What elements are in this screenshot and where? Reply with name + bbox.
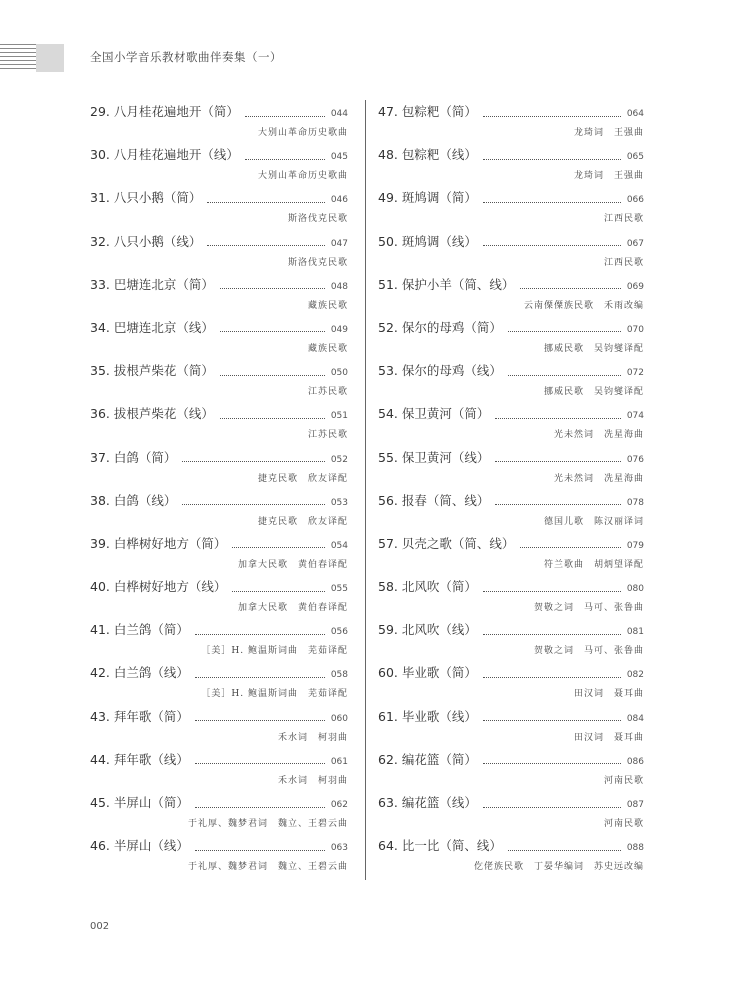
toc-credit: 光未然词 冼星海曲 [553, 430, 644, 441]
toc-title-row [378, 102, 644, 124]
toc-title-row [90, 620, 348, 642]
toc-title-row [378, 836, 644, 858]
toc-title: 56. 报春（简、线） [378, 492, 490, 508]
column-divider [365, 100, 366, 880]
toc-page-number: 062 [330, 800, 348, 810]
toc-title-row [90, 491, 348, 513]
toc-title-row [90, 707, 348, 729]
toc-page-number: 061 [330, 756, 348, 767]
toc-title-row [90, 102, 348, 124]
toc-title: 35. 拔根芦柴花（简） [90, 363, 214, 379]
running-header: 全国小学音乐教材歌曲伴奏集（一） [90, 50, 282, 64]
toc-credit: 河南民歌 [603, 819, 644, 829]
toc-title-row [378, 448, 644, 470]
toc-page-number: 084 [626, 713, 644, 724]
dot-leader [483, 194, 621, 203]
toc-page-number: 063 [330, 843, 348, 854]
toc-credit: 江苏民歌 [307, 387, 348, 398]
toc-entry [90, 750, 348, 793]
toc-page-number: 064 [626, 109, 644, 119]
toc-title: 36. 拔根芦柴花（线） [90, 406, 214, 422]
toc-page-number: 056 [330, 627, 348, 638]
toc-title-row [378, 232, 644, 254]
dot-leader [483, 755, 621, 764]
toc-entry [378, 793, 644, 836]
toc-entry [90, 145, 348, 188]
toc-title: 52. 保尔的母鸡（简） [378, 319, 502, 335]
toc-title-row [90, 793, 348, 815]
dot-leader [220, 367, 325, 376]
toc-title-row [378, 534, 644, 556]
toc-entry [378, 707, 644, 750]
toc-title-row [378, 707, 644, 729]
toc-credit: 加拿大民歌 黄伯春译配 [237, 603, 348, 614]
toc-credit: 河南民歌 [603, 775, 644, 786]
toc-entry [378, 836, 644, 879]
toc-title: 63. 编花篮（线） [378, 795, 477, 810]
toc-entry [90, 404, 348, 447]
toc-title: 58. 北风吹（简） [378, 579, 477, 595]
toc-credit: 云南傈僳族民歌 禾雨改编 [523, 300, 644, 311]
toc-credit: 德国儿歌 陈汉丽译词 [543, 516, 644, 527]
toc-credit: 符兰歌曲 胡炳望译配 [543, 559, 644, 570]
toc-title: 44. 拜年歌（线） [90, 751, 189, 767]
toc-title: 46. 半屏山（线） [90, 838, 189, 854]
toc-entry [90, 361, 348, 404]
toc-title: 62. 编花篮（简） [378, 751, 477, 767]
toc-title: 45. 半屏山（简） [90, 795, 189, 810]
toc-credit: 禾水词 柯羽曲 [277, 775, 348, 786]
toc-title: 53. 保尔的母鸡（线） [378, 363, 502, 379]
toc-title: 49. 斑鸠调（简） [378, 190, 477, 206]
toc-page-number: 060 [330, 713, 348, 724]
toc-title-row [90, 188, 348, 210]
toc-entry [90, 275, 348, 318]
toc-title-row [90, 448, 348, 470]
toc-title-row [90, 577, 348, 599]
dot-leader [220, 323, 325, 332]
toc-page-number: 067 [626, 238, 644, 249]
toc-credit: 大别山革命历史歌曲 [257, 128, 348, 138]
toc-entry [378, 188, 644, 231]
toc-title: 50. 斑鸠调（线） [378, 233, 477, 249]
toc-entry [378, 620, 644, 663]
toc-title-row [378, 750, 644, 772]
dot-leader [195, 799, 325, 808]
toc-title: 55. 保卫黄河（线） [378, 449, 490, 465]
toc-entry [90, 448, 348, 491]
dot-leader [195, 755, 325, 764]
dot-leader [495, 453, 620, 462]
toc-title-row [378, 361, 644, 383]
toc-page-number: 050 [330, 368, 348, 379]
toc-credit: 捷克民歌 欣友译配 [257, 516, 348, 527]
toc-entry [90, 620, 348, 663]
dot-leader [195, 669, 325, 678]
toc-title-row [90, 836, 348, 858]
toc-title-row [90, 663, 348, 685]
toc-title: 34. 巴塘连北京（线） [90, 319, 214, 335]
toc-page-number: 087 [626, 800, 644, 810]
toc-title-row [378, 188, 644, 210]
toc-page-number: 053 [330, 497, 348, 508]
toc-entry [90, 102, 348, 145]
dot-leader [508, 323, 621, 332]
toc-title-row [90, 232, 348, 254]
toc-title-row [90, 750, 348, 772]
toc-title: 59. 北风吹（线） [378, 622, 477, 638]
dot-leader [195, 712, 325, 721]
dot-leader [232, 539, 324, 548]
toc-entry [90, 707, 348, 750]
toc-title-row [378, 793, 644, 815]
dot-leader [245, 151, 325, 160]
toc-page-number: 074 [626, 411, 644, 422]
toc-title: 64. 比一比（简、线） [378, 838, 502, 854]
toc-entry [378, 448, 644, 491]
toc-credit: 龙琦词 王强曲 [573, 171, 644, 182]
toc-title-row [90, 404, 348, 426]
toc-entry [90, 491, 348, 534]
toc-title-row [90, 534, 348, 556]
toc-title-row [378, 145, 644, 167]
toc-title-row [378, 663, 644, 685]
toc-title: 41. 白兰鸽（简） [90, 622, 189, 638]
dot-leader [182, 496, 324, 505]
toc-credit: 大别山革命历史歌曲 [257, 171, 348, 182]
dot-leader [483, 626, 621, 635]
toc-credit: 贺敬之词 马可、张鲁曲 [533, 646, 644, 657]
toc-title: 54. 保卫黄河（简） [378, 406, 490, 422]
toc-page-number: 044 [330, 109, 348, 119]
dot-leader [483, 108, 621, 117]
toc-page-number: 072 [626, 368, 644, 379]
dot-leader [508, 842, 621, 851]
toc-entry [90, 318, 348, 361]
toc-entry [90, 188, 348, 231]
dot-leader [195, 626, 325, 635]
toc-credit: ［美］H. 鲍温斯词曲 芜茹译配 [201, 646, 348, 657]
toc-entry [90, 793, 348, 836]
dot-leader [220, 280, 325, 289]
toc-entry [378, 750, 644, 793]
toc-entry [90, 836, 348, 879]
dot-leader [232, 583, 324, 592]
toc-right-column [378, 102, 644, 879]
toc-page-number: 079 [626, 540, 644, 551]
toc-credit: 江苏民歌 [307, 430, 348, 441]
toc-entry [378, 232, 644, 275]
dot-leader [520, 539, 620, 548]
toc-page-number: 055 [330, 584, 348, 595]
corner-block [36, 44, 64, 72]
toc-entry [378, 577, 644, 620]
toc-title-row [90, 318, 348, 340]
toc-entry [378, 361, 644, 404]
toc-credit: 贺敬之词 马可、张鲁曲 [533, 603, 644, 614]
toc-credit: ［美］H. 鲍温斯词曲 芜茹译配 [201, 689, 348, 700]
toc-credit: 斯洛伐克民歌 [287, 257, 348, 268]
dot-leader [520, 280, 620, 289]
toc-title: 42. 白兰鸽（线） [90, 665, 189, 681]
toc-title: 32. 八只小鹅（线） [90, 233, 202, 249]
toc-page-number: 080 [626, 584, 644, 595]
toc-credit: 江西民歌 [603, 214, 644, 225]
toc-title: 47. 包粽粑（简） [378, 104, 477, 119]
toc-page-number: 076 [626, 454, 644, 465]
toc-entry [90, 577, 348, 620]
toc-page-number: 088 [626, 843, 644, 854]
dot-leader [207, 194, 324, 203]
page-number: 002 [90, 921, 110, 932]
dot-leader [220, 410, 325, 419]
toc-page-number: 066 [626, 195, 644, 206]
toc-title-row [378, 318, 644, 340]
toc-title: 40. 白桦树好地方（线） [90, 579, 227, 595]
toc-title-row [90, 275, 348, 297]
toc-entry [90, 534, 348, 577]
toc-entry [90, 232, 348, 275]
toc-title: 43. 拜年歌（简） [90, 708, 189, 724]
dot-leader [495, 410, 620, 419]
dot-leader [245, 108, 325, 117]
dot-leader [195, 842, 325, 851]
toc-entry [378, 404, 644, 447]
toc-credit: 加拿大民歌 黄伯春译配 [237, 559, 348, 570]
toc-entry [378, 663, 644, 706]
toc-title: 29. 八月桂花遍地开（简） [90, 104, 239, 119]
toc-credit: 于礼厚、魏梦君词 魏立、王碧云曲 [187, 819, 348, 829]
toc-page-number: 070 [626, 324, 644, 335]
toc-page-number: 069 [626, 281, 644, 292]
toc-entry [90, 663, 348, 706]
toc-credit: 龙琦词 王强曲 [573, 128, 644, 138]
toc-credit: 光未然词 冼星海曲 [553, 473, 644, 484]
toc-credit: 江西民歌 [603, 257, 644, 268]
toc-page-number: 082 [626, 670, 644, 681]
toc-credit: 挪威民歌 吴钧燮译配 [543, 387, 644, 398]
dot-leader [207, 237, 324, 246]
toc-entry [378, 318, 644, 361]
dot-leader [508, 367, 621, 376]
toc-credit: 田汉词 聂耳曲 [573, 689, 644, 700]
toc-entry [378, 491, 644, 534]
toc-credit: 斯洛伐克民歌 [287, 214, 348, 225]
toc-page-number: 051 [330, 411, 348, 422]
toc-title: 60. 毕业歌（简） [378, 665, 477, 681]
toc-page-number: 047 [330, 238, 348, 249]
toc-page-number: 048 [330, 281, 348, 292]
toc-credit: 藏族民歌 [307, 343, 348, 354]
toc-entry [378, 145, 644, 188]
toc-page-number: 046 [330, 195, 348, 206]
toc-title: 61. 毕业歌（线） [378, 708, 477, 724]
toc-title-row [90, 145, 348, 167]
toc-page-number: 086 [626, 756, 644, 767]
toc-title-row [378, 404, 644, 426]
toc-page-number: 058 [330, 670, 348, 681]
toc-credit: 仡佬族民歌 丁晏华编词 苏史远改编 [473, 862, 644, 873]
dot-leader [483, 799, 621, 808]
toc-page-number: 052 [330, 454, 348, 465]
toc-title: 48. 包粽粑（线） [378, 147, 477, 163]
toc-title-row [378, 491, 644, 513]
toc-page-number: 078 [626, 497, 644, 508]
dot-leader [483, 237, 621, 246]
toc-title: 39. 白桦树好地方（简） [90, 535, 227, 551]
toc-entry [378, 534, 644, 577]
toc-title-row [378, 275, 644, 297]
toc-page-number: 045 [330, 152, 348, 163]
toc-page-number: 054 [330, 540, 348, 551]
toc-entry [378, 275, 644, 318]
toc-left-column [90, 102, 348, 879]
toc-title: 30. 八月桂花遍地开（线） [90, 147, 239, 163]
toc-credit: 藏族民歌 [307, 300, 348, 311]
dot-leader [483, 583, 621, 592]
toc-credit: 捷克民歌 欣友译配 [257, 473, 348, 484]
toc-page-number: 081 [626, 627, 644, 638]
toc-entry [378, 102, 644, 145]
toc-title: 33. 巴塘连北京（简） [90, 276, 214, 292]
toc-credit: 于礼厚、魏梦君词 魏立、王碧云曲 [187, 862, 348, 873]
toc-title: 51. 保护小羊（简、线） [378, 276, 515, 292]
toc-credit: 禾水词 柯羽曲 [277, 732, 348, 743]
dot-leader [483, 669, 621, 678]
dot-leader [483, 712, 621, 721]
toc-credit: 田汉词 聂耳曲 [573, 732, 644, 743]
toc-page-number: 065 [626, 152, 644, 163]
toc-title: 37. 白鸽（简） [90, 449, 177, 465]
toc-title-row [90, 361, 348, 383]
toc-title-row [378, 577, 644, 599]
dot-leader [182, 453, 324, 462]
toc-credit: 挪威民歌 吴钧燮译配 [543, 343, 644, 354]
toc-title-row [378, 620, 644, 642]
toc-title: 57. 贝壳之歌（简、线） [378, 535, 515, 551]
dot-leader [495, 496, 620, 505]
toc-title: 38. 白鸽（线） [90, 492, 177, 508]
dot-leader [483, 151, 621, 160]
toc-page-number: 049 [330, 324, 348, 335]
toc-title: 31. 八只小鹅（简） [90, 190, 202, 206]
